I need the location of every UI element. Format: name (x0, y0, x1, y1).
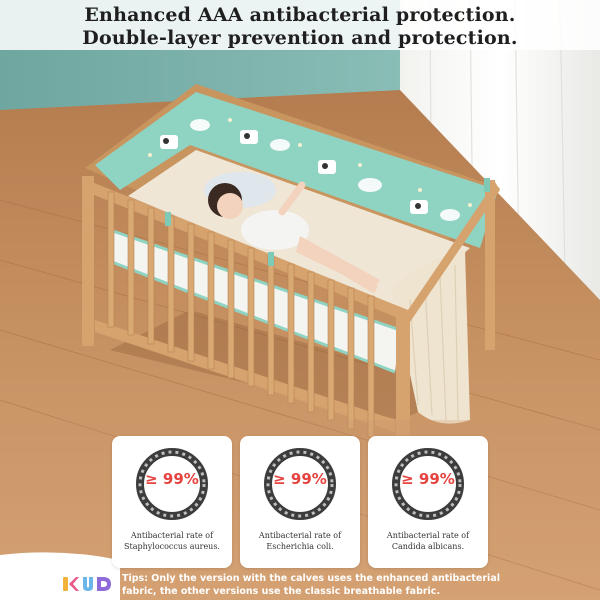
stat-value: ≥ 99% (401, 470, 455, 488)
stat-value: ≥ 99% (273, 470, 327, 488)
stat-card-escherichia (240, 436, 360, 568)
stat-caption-line-1: Antibacterial rate of (258, 531, 342, 540)
stat-caption (116, 530, 228, 552)
stat-caption-line-1: Antibacterial rate of (386, 531, 470, 540)
stat-caption-line-2: Candida albicans. (391, 542, 465, 551)
stat-caption-line-2: Escherichia coli. (266, 542, 334, 551)
stat-caption-line-1: Antibacterial rate of (130, 531, 214, 540)
stat-card-staphylococcus (112, 436, 232, 568)
headline-line-2: Double-layer prevention and protection. (82, 27, 518, 49)
stat-card-candida (368, 436, 488, 568)
headline-line-1: Enhanced AAA antibacterial protection. (84, 4, 516, 26)
tips-line-1: Tips: Only the version with the calves uses the enhanced antibacterial (122, 573, 500, 584)
brand-logo (62, 574, 118, 594)
stat-value: ≥ 99% (145, 470, 199, 488)
stat-caption (372, 530, 484, 552)
tips-line-2: fabric, the other versions use the classic breathable fabric. (122, 586, 441, 597)
tips-note (122, 572, 592, 598)
stat-caption (244, 530, 356, 552)
stat-caption-line-2: Staphylococcus aureus. (124, 542, 220, 551)
